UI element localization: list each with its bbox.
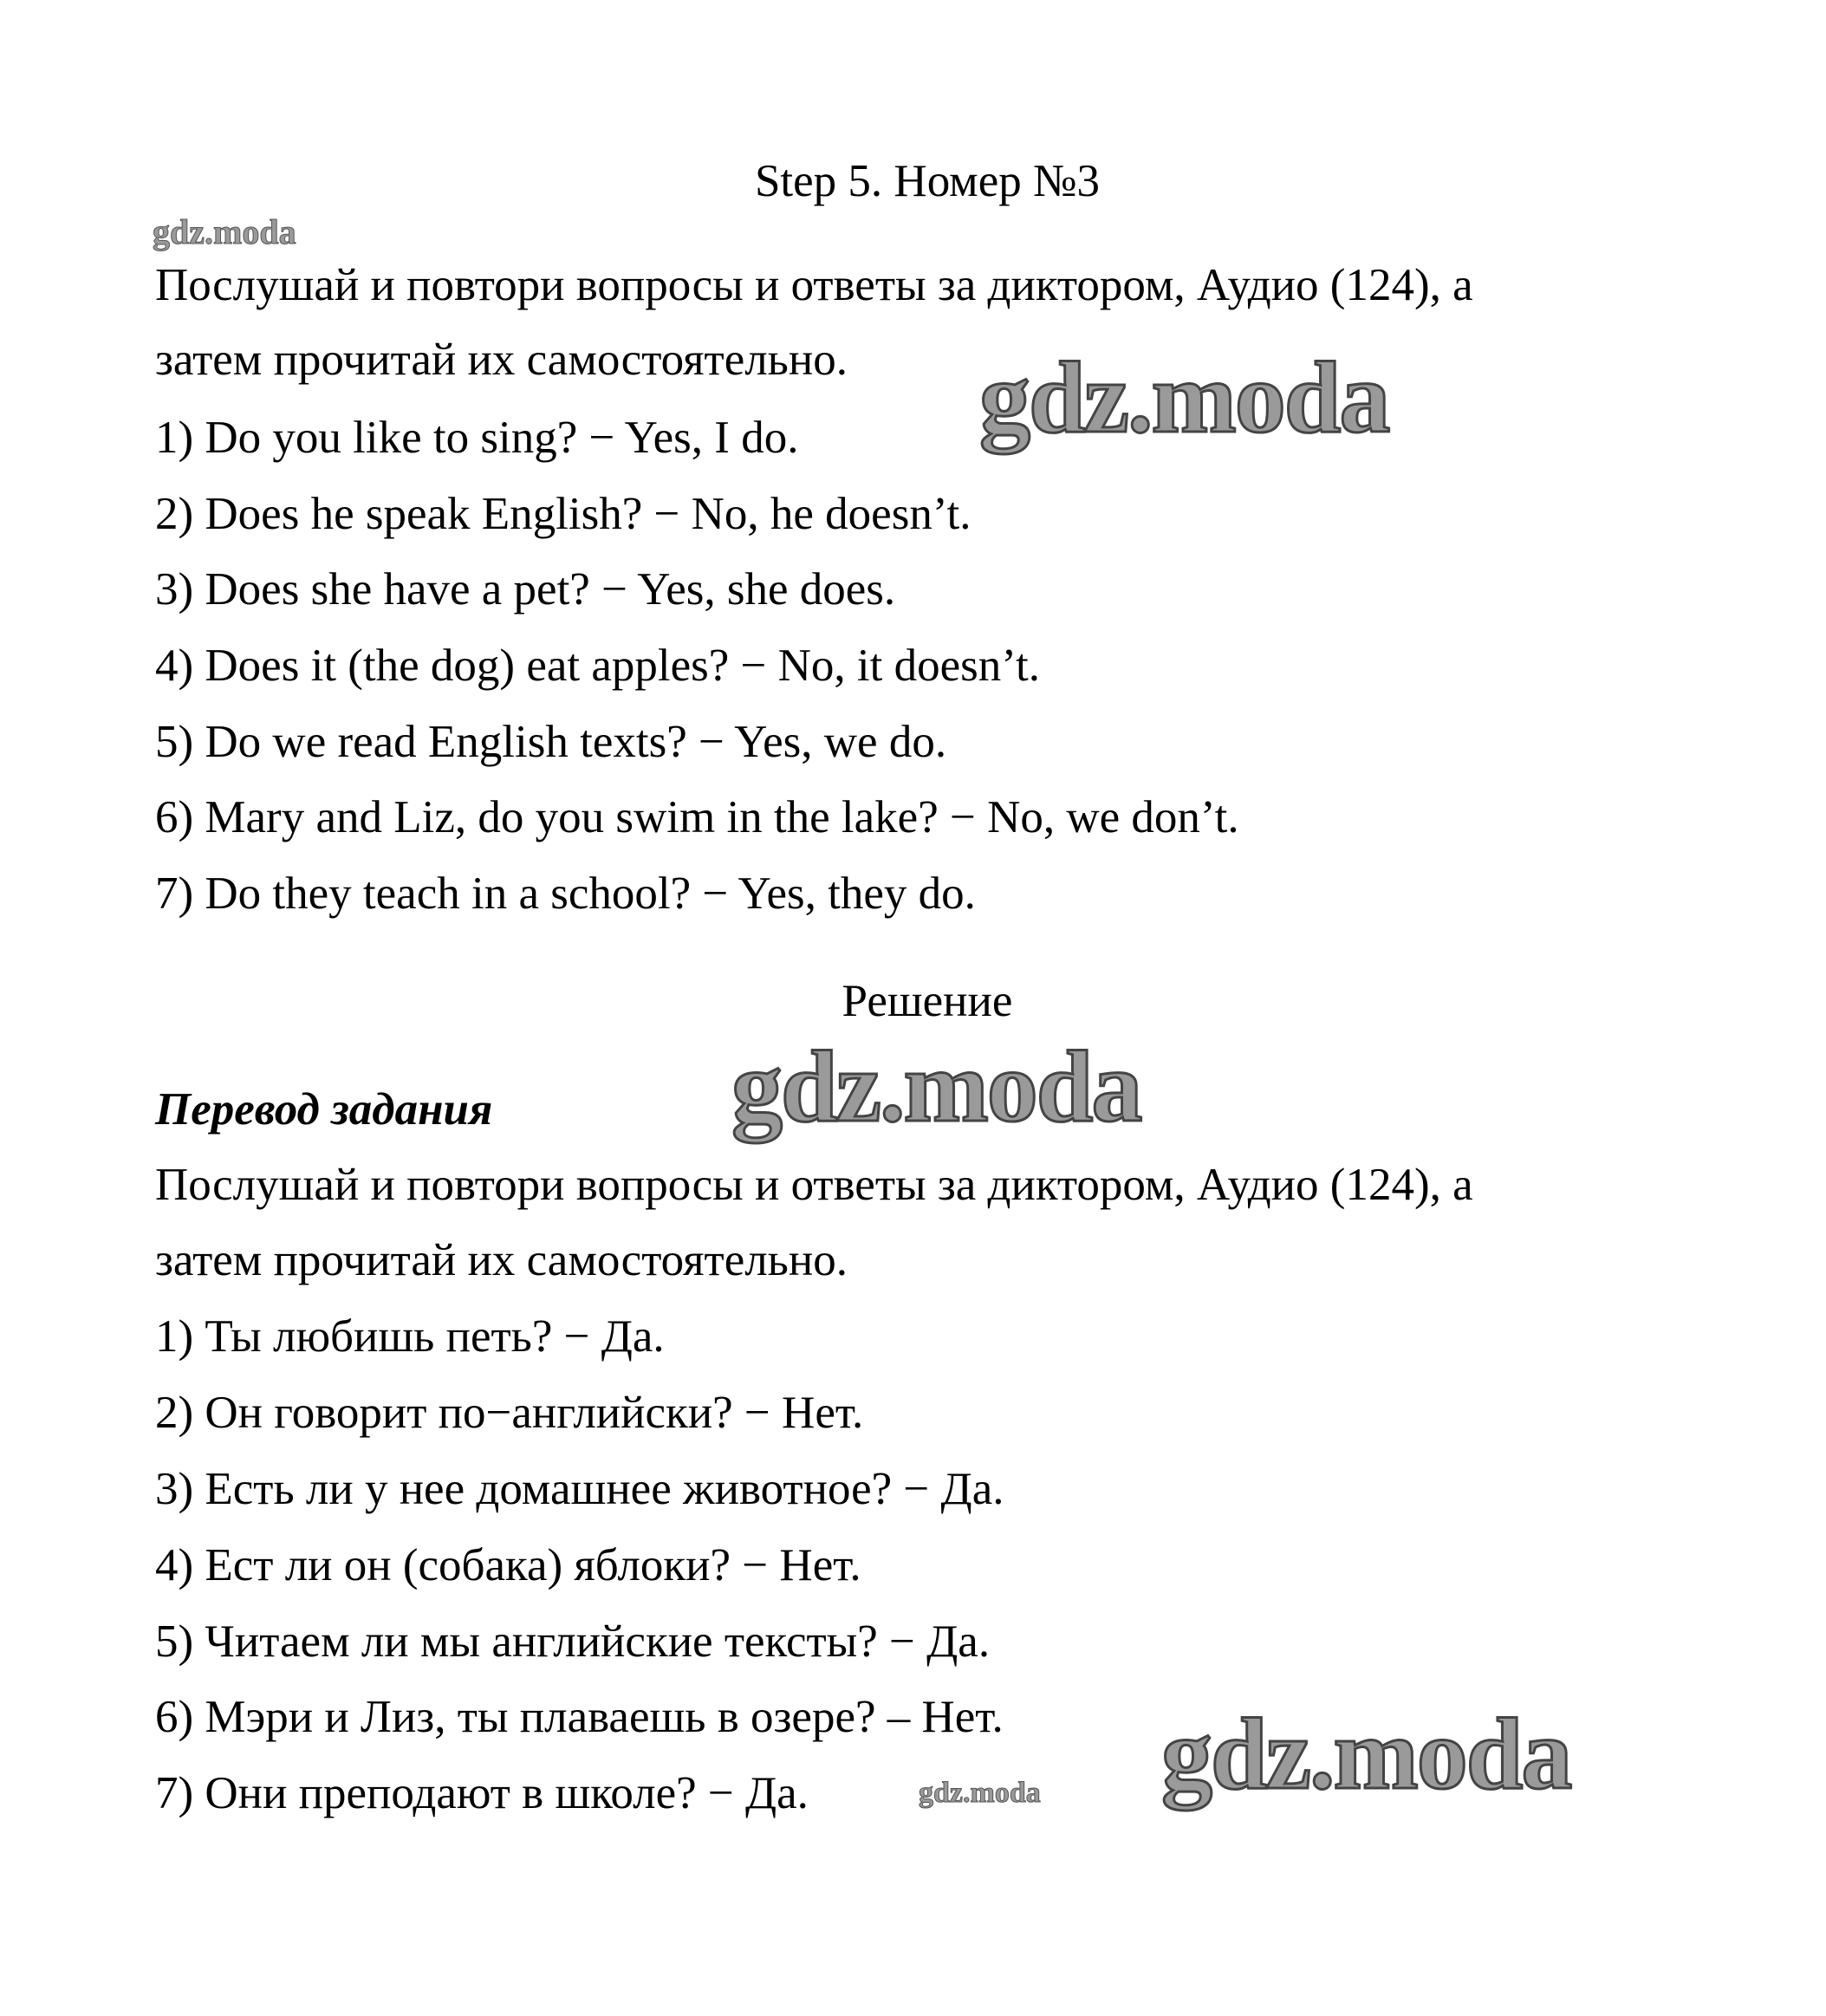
solution-heading: Решение xyxy=(842,976,1013,1026)
translation-text: затем прочитай их самостоятельно. xyxy=(155,1235,848,1285)
list-item: 7) Do they teach in a school? − Yes, they do. xyxy=(155,868,976,919)
list-item: 4) Does it (the dog) eat apples? − No, it doesn’t. xyxy=(155,641,1040,691)
list-item: 3) Есть ли у нее домашнее животное? − Да. xyxy=(155,1464,1004,1514)
list-item: 4) Ест ли он (собака) яблоки? − Нет. xyxy=(155,1540,861,1590)
list-item: 7) Они преподают в школе? − Да. xyxy=(155,1768,809,1818)
list-item: 5) Читаем ли мы английские тексты? − Да. xyxy=(155,1616,991,1667)
list-item: 2) Does he speak English? − No, he doesn’t. xyxy=(155,489,971,539)
task-text: Послушай и повтори вопросы и ответы за диктором, Аудио (124), а xyxy=(155,260,1473,310)
translation-text: Послушай и повтори вопросы и ответы за диктором, Аудио (124), а xyxy=(155,1160,1473,1210)
watermark-logo: gdz.moda xyxy=(979,341,1389,454)
page-title: Step 5. Номер №3 xyxy=(754,156,1101,206)
watermark-logo: gdz.moda xyxy=(1161,1697,1571,1811)
list-item: 1) Ты любишь петь? − Да. xyxy=(155,1311,665,1362)
list-item: 1) Do you like to sing? − Yes, I do. xyxy=(155,413,799,463)
list-item: 6) Mary and Liz, do you swim in the lake? − No, we don’t. xyxy=(155,792,1239,842)
list-item: 6) Мэри и Лиз, ты плаваешь в озере? – Нет. xyxy=(155,1692,1004,1742)
task-text: затем прочитай их самостоятельно. xyxy=(155,335,848,385)
list-item: 5) Do we read English texts? − Yes, we do. xyxy=(155,717,947,767)
watermark-logo: gdz.moda xyxy=(731,1030,1141,1143)
list-item: 2) Он говорит по−английски? − Нет. xyxy=(155,1388,864,1438)
list-item: 3) Does she have a pet? − Yes, she does. xyxy=(155,564,896,615)
watermark-logo: gdz.moda xyxy=(153,212,296,251)
translation-heading: Перевод задания xyxy=(155,1084,493,1135)
watermark-logo: gdz.moda xyxy=(919,1777,1041,1809)
